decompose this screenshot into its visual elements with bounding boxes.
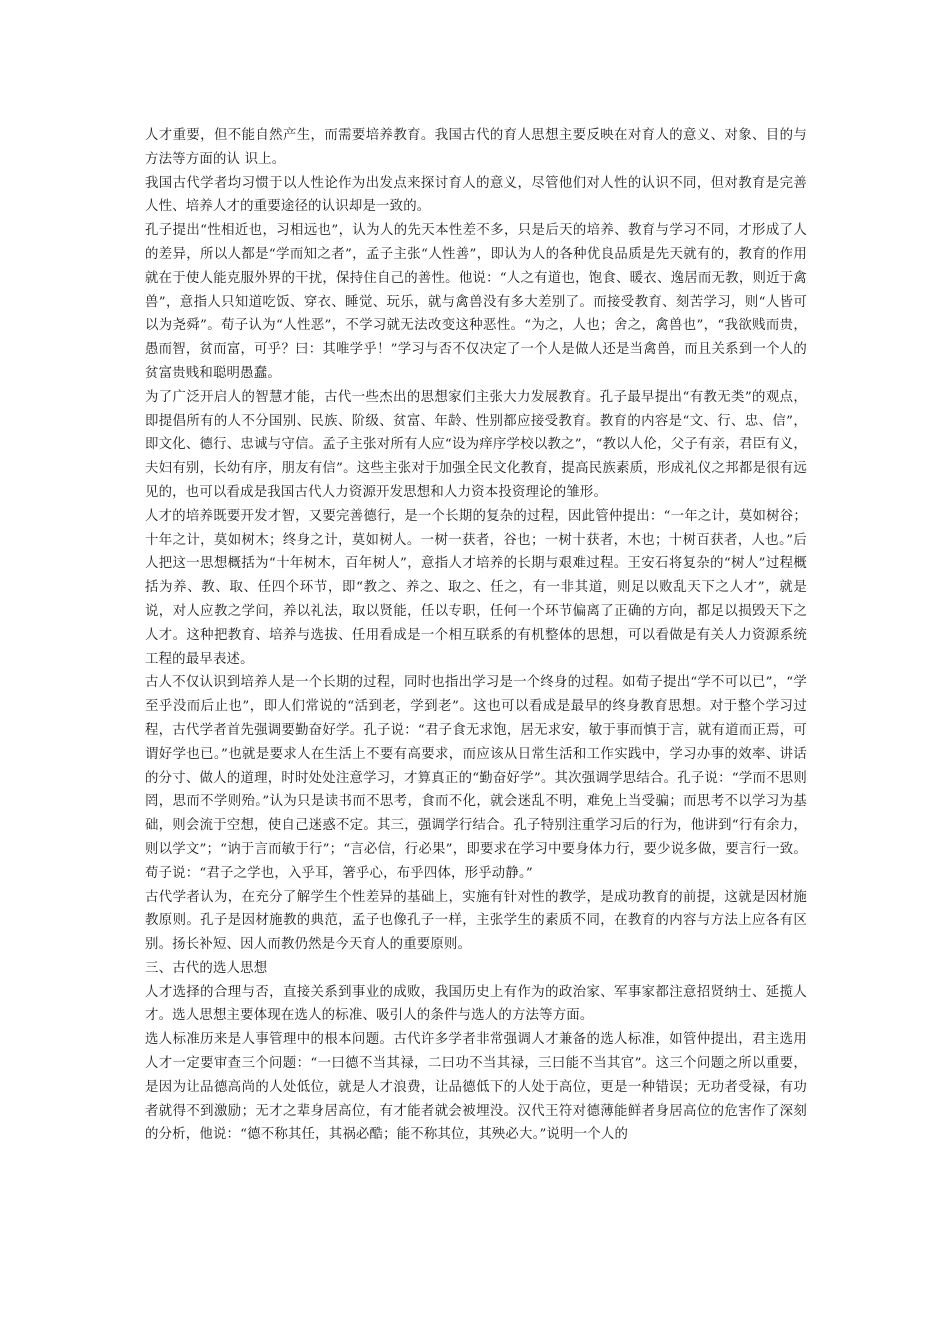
paragraph-education-for-all: 为了广泛开启人的智慧才能，古代一些杰出的思想家们主张大力发展教育。孔子最早提出“有教无类”的观点，即提倡所有的人不分国别、民族、阶级、贫富、年龄、性别都应接受教育。教育的内容是“文、行、忠、信”，即文化、德行、忠诚与守信。孟子主张对所有人应“设为痒序学校以教之”，“教以人伦，父子有亲，君臣有义，夫妇有别，长幼有序，朋友有信”。这些主张对于加强全民文化教育，提高民族素质，形成礼仪之邦都是很有远见的，也可以看成是我国古代人力资源开发思想和人力资本投资理论的雏形。 xyxy=(145,389,807,500)
paragraph-lifelong-learning: 古人不仅认识到培养人是一个长期的过程，同时也指出学习是一个终身的过程。如荀子提出“学不可以已”，“学至乎没而后止也”，即人们常说的“活到老，学到老”。这也可以看成是最早的终身教育思想。对于整个学习过程，古代学者首先强调要勤奋好学。孔子说：“君子食无求饱，居无求安，敏于事而慎于言，就有道而正焉，可谓好学也已。”也就是要求人在生活上不要有高要求，而应该从日常生活和工作实践中，学习办事的效率、讲话的分寸、做人的道理，时时处处注意学习，才算真正的“勤奋好学”。其次强调学思结合。孔子说：“学而不思则罔，思而不学则殆。”认为只是读书而不思考，食而不化，就会迷乱不明，难免上当受骗；而思考不以学习为基础，则会流于空想，使自己迷惑不定。其三，强调学行结合。孔子特别注重学习后的行为，他讲到“行有余力，则以学文”；“讷于言而敏于行”；“言必信，行必果”，即要求在学习中要身体力行，要少说多做，要言行一致。荀子说：“君子之学也，入乎耳，箸乎心，布乎四体，形乎动静。” xyxy=(145,675,807,881)
paragraph-talent-education-intro: 人才重要，但不能自然产生，而需要培养教育。我国古代的育人思想主要反映在对育人的意义、对象、目的与方法等方面的认 识上。 xyxy=(145,128,807,167)
paragraph-teach-by-aptitude: 古代学者认为，在充分了解学生个性差异的基础上，实施有针对性的教学，是成功教育的前提，这就是因材施教原则。孔子是因材施教的典范，孟子也像孔子一样，主张学生的素质不同，在教育的内容与方法上应各有区别。扬长补短、因人而教仍然是今天育人的重要原则。 xyxy=(145,889,807,953)
paragraph-talent-selection-intro: 人才选择的合理与否，直接关系到事业的成败，我国历史上有作为的政治家、军事家都注意招贤纳士、延揽人才。选人思想主要体现在选人的标准、吸引人的条件与选人的方法等方面。 xyxy=(145,984,807,1024)
paragraph-confucius-mencius-xunzi: 孔子提出“性相近也，习相远也”，认为人的先天本性差不多，只是后天的培养、教育与学习不同，才形成了人的差异，所以人都是“学而知之者”，孟子主张“人性善”，即认为人的各种优良品质是先天就有的，教育的作用就在于使人能克服外界的干扰，保持住自己的善性。他说：“人之有道也，饱食、暖衣、逸居而无教，则近于禽兽”，意指人只知道吃饭、穿衣、睡觉、玩乐，就与禽兽没有多大差别了。而接受教育、刻苦学习，则“人皆可以为尧舜”。荀子认为“人性恶”，不学习就无法改变这种恶性。“为之，人也；舍之，禽兽也”，“我欲贱而贵，愚而智，贫而富，可乎？曰：其唯学乎！”学习与否不仅决定了一个人是做人还是当禽兽，而且关系到一个人的贫富贵贱和聪明愚蠢。 xyxy=(145,223,807,381)
paragraph-human-nature: 我国古代学者均习惯于以人性论作为出发点来探讨育人的意义，尽管他们对人性的认识不同，但对教育是完善人性、培养人才的重要途径的认识却是一致的。 xyxy=(145,175,807,215)
document-body xyxy=(145,124,807,1147)
paragraph-selection-criteria: 选人标准历来是人事管理中的根本问题。古代许多学者非常强调人才兼备的选人标准，如管仲提出，君主选用人才一定要审查三个问题：“一曰德不当其禄，二曰功不当其禄，三曰能不当其官”。这三个问题之所以重要，是因为让品德高尚的人处低位，就是人才浪费，让品德低下的人处于高位，更是一种错误；无功者受禄，有功者就得不到激励；无才之辈身居高位，有才能者就会被埋没。汉代王符对德薄能鲜者身居高位的危害作了深刻的分析，他说：“德不称其任，其祸必酷；能不称其位，其殃必大。”说明一个人的 xyxy=(145,1032,807,1143)
section-heading-selection: 三、古代的选人思想 xyxy=(145,960,268,976)
paragraph-cultivating-talent: 人才的培养既要开发才智，又要完善德行，是一个长期的复杂的过程，因此管仲提出：“一年之计，莫如树谷；十年之计，莫如树木；终身之计，莫如树人。一树一获者，谷也；一树十获者，木也；十树百获者，人也。”后人把这一思想概括为“十年树木，百年树人”，意指人才培养的长期与艰难过程。王安石将复杂的“树人”过程概括为养、教、取、任四个环节，即“教之、养之、取之、任之，有一非其道，则足以败乱天下之人才”，就是说，对人应教之学问，养以礼法，取以贤能，任以专职，任何一个环节偏离了正确的方向，都足以损毁天下之人才。这种把教育、培养与选拔、任用看成是一个相互联系的有机整体的思想，可以看做是有关人力资源系统工程的最早表述。 xyxy=(145,508,807,667)
